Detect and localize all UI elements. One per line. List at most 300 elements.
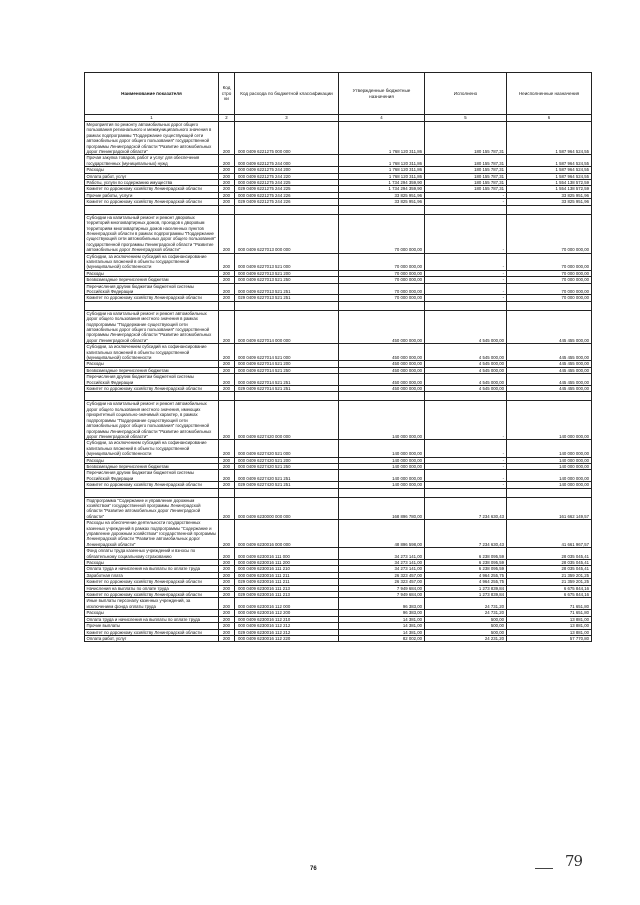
budget-table bbox=[84, 72, 592, 642]
row-approved: 70 000 000,00 bbox=[339, 214, 425, 253]
row-executed: 6 238 095,59 bbox=[425, 566, 507, 572]
row-name: Комитет по дорожному хозяйству Ленинградской области bbox=[85, 592, 219, 598]
row-unexecuted: 21 359 201,25 bbox=[507, 572, 592, 578]
row-unexecuted bbox=[507, 205, 592, 214]
row-unexecuted: 41 661 967,57 bbox=[507, 520, 592, 548]
row-unexecuted: 70 000 000,00 bbox=[507, 214, 592, 253]
row-approved bbox=[339, 205, 425, 214]
row-unexecuted: 28 035 045,41 bbox=[507, 548, 592, 560]
row-approved bbox=[339, 301, 425, 310]
row-code: 200 bbox=[219, 463, 235, 469]
row-code: 200 bbox=[219, 470, 235, 482]
column-number: 4 bbox=[339, 115, 425, 122]
row-approved: 7 949 684,00 bbox=[339, 592, 425, 598]
row-approved: 450 000 000,00 bbox=[339, 310, 425, 343]
row-name bbox=[85, 205, 219, 214]
row-code: 200 bbox=[219, 283, 235, 295]
table-row bbox=[85, 122, 592, 155]
row-unexecuted: 70 000 000,00 bbox=[507, 270, 592, 276]
row-unexecuted: 13 881,00 bbox=[507, 629, 592, 635]
row-approved: 1 768 120 311,86 bbox=[339, 122, 425, 155]
row-unexecuted: 140 000 000,00 bbox=[507, 440, 592, 457]
row-code: 200 bbox=[219, 173, 235, 179]
row-approved bbox=[339, 488, 425, 497]
header-approved: Утвержденные бюджетные назначения bbox=[339, 73, 425, 115]
row-executed: 1 273 839,84 bbox=[425, 592, 507, 598]
row-unexecuted: 33 825 951,96 bbox=[507, 192, 592, 198]
row-executed: 4 964 255,75 bbox=[425, 579, 507, 585]
row-unexecuted: 71 651,80 bbox=[507, 598, 592, 610]
row-approved: 70 000 000,00 bbox=[339, 270, 425, 276]
row-approved: 34 273 141,00 bbox=[339, 566, 425, 572]
handwritten-page-stamp: 79 bbox=[565, 852, 583, 870]
row-executed: 4 545 000,00 bbox=[425, 367, 507, 373]
row-code: 200 bbox=[219, 585, 235, 591]
row-unexecuted: 140 000 000,00 bbox=[507, 470, 592, 482]
row-code: 200 bbox=[219, 560, 235, 566]
row-code: 200 bbox=[219, 374, 235, 386]
row-code: 200 bbox=[219, 440, 235, 457]
row-name: Оплата труда и начисления на выплаты по оплате труда bbox=[85, 616, 219, 622]
row-executed: 180 155 787,31 bbox=[425, 173, 507, 179]
row-classification: 000 0409 6221275 244 000 bbox=[235, 155, 339, 167]
row-executed: 4 545 000,00 bbox=[425, 386, 507, 392]
row-executed: 180 155 787,31 bbox=[425, 186, 507, 192]
row-unexecuted: 1 587 964 524,55 bbox=[507, 167, 592, 173]
row-name: Начисления на выплаты по оплате труда bbox=[85, 585, 219, 591]
row-executed: 500,00 bbox=[425, 629, 507, 635]
row-unexecuted: 21 359 201,25 bbox=[507, 579, 592, 585]
row-approved: 70 000 000,00 bbox=[339, 283, 425, 295]
column-number: 5 bbox=[425, 115, 507, 122]
row-unexecuted: 445 455 000,00 bbox=[507, 386, 592, 392]
row-unexecuted: 445 455 000,00 bbox=[507, 374, 592, 386]
row-executed: 500,00 bbox=[425, 623, 507, 629]
column-number: 3 bbox=[235, 115, 339, 122]
row-code: 200 bbox=[219, 548, 235, 560]
row-classification: 029 0409 6230016 111 211 bbox=[235, 579, 339, 585]
row-approved: 450 000 000,00 bbox=[339, 361, 425, 367]
row-unexecuted: 1 587 964 524,55 bbox=[507, 122, 592, 155]
row-name bbox=[85, 488, 219, 497]
row-executed: - bbox=[425, 270, 507, 276]
row-unexecuted: 33 825 951,96 bbox=[507, 199, 592, 205]
row-approved: 1 734 294 359,90 bbox=[339, 186, 425, 192]
header-classification: Код расхода по бюджетной классификации bbox=[235, 73, 339, 115]
row-approved: 33 825 951,96 bbox=[339, 192, 425, 198]
row-code: 200 bbox=[219, 180, 235, 186]
table-row bbox=[85, 520, 592, 548]
row-executed: 6 238 095,59 bbox=[425, 560, 507, 566]
row-name: Субсидии на капитальный ремонт и ремонт дворовых территорий многоквартирных домов, проездов к дворовым территориям многоквартирных домов населенных пунктов Ленинградской области в рамках подпрограммы "Поддержание существующей сети автомобильных дорог общего пользования" государственной программы Ленинградской области "Развитие автомобильных дорог Ленинградской области" bbox=[85, 214, 219, 253]
page-number: 76 bbox=[310, 866, 317, 872]
row-approved: 33 825 951,96 bbox=[339, 199, 425, 205]
row-executed: - bbox=[425, 463, 507, 469]
row-name: Работы, услуги по содержанию имущества bbox=[85, 180, 219, 186]
row-classification: 000 0409 6230016 111 213 bbox=[235, 585, 339, 591]
row-code: 200 bbox=[219, 155, 235, 167]
row-code: 200 bbox=[219, 592, 235, 598]
row-classification: 000 0409 6227013 521 000 bbox=[235, 253, 339, 270]
row-approved: 140 000 000,00 bbox=[339, 401, 425, 440]
row-unexecuted bbox=[507, 392, 592, 401]
row-unexecuted: 6 675 844,16 bbox=[507, 592, 592, 598]
spacer-row bbox=[85, 205, 592, 214]
row-classification: 000 0409 6227013 521 250 bbox=[235, 277, 339, 283]
row-code: 200 bbox=[219, 214, 235, 253]
row-classification: 000 0409 6221275 000 000 bbox=[235, 122, 339, 155]
row-executed: 24 731,20 bbox=[425, 598, 507, 610]
row-unexecuted: 13 881,00 bbox=[507, 616, 592, 622]
row-classification: 000 0409 6227420 521 250 bbox=[235, 463, 339, 469]
row-executed: 4 545 000,00 bbox=[425, 374, 507, 386]
row-approved: 1 768 120 311,86 bbox=[339, 173, 425, 179]
header-code: Код стро ки bbox=[219, 73, 235, 115]
row-name: Комитет по дорожному хозяйству Ленинградской области bbox=[85, 186, 219, 192]
row-executed: 4 545 000,00 bbox=[425, 344, 507, 361]
row-approved: 1 734 294 359,90 bbox=[339, 180, 425, 186]
row-executed: 180 155 787,31 bbox=[425, 122, 507, 155]
row-unexecuted: 28 035 045,41 bbox=[507, 566, 592, 572]
row-classification bbox=[235, 392, 339, 401]
row-code bbox=[219, 392, 235, 401]
row-approved: 48 896 598,00 bbox=[339, 520, 425, 548]
row-name: Безвозмездные перечисления бюджетам bbox=[85, 367, 219, 373]
row-name: Прочие выплаты bbox=[85, 623, 219, 629]
row-executed: - bbox=[425, 440, 507, 457]
row-unexecuted: 445 455 000,00 bbox=[507, 361, 592, 367]
row-code: 200 bbox=[219, 401, 235, 440]
row-classification: 000 0409 6230000 000 000 bbox=[235, 497, 339, 520]
row-code: 200 bbox=[219, 520, 235, 548]
row-classification: 000 0409 6227014 521 251 bbox=[235, 374, 339, 386]
row-classification: 000 0409 6230016 112 200 bbox=[235, 610, 339, 616]
row-name: Комитет по дорожному хозяйству Ленинградской области bbox=[85, 579, 219, 585]
row-classification: 000 0409 6230016 112 000 bbox=[235, 598, 339, 610]
row-name: Оплата работ, услуг bbox=[85, 173, 219, 179]
row-approved: 140 000 000,00 bbox=[339, 440, 425, 457]
row-executed: 24 731,20 bbox=[425, 610, 507, 616]
row-name: Комитет по дорожному хозяйству Ленинградской области bbox=[85, 629, 219, 635]
row-approved: 14 381,00 bbox=[339, 629, 425, 635]
row-unexecuted: 140 000 000,00 bbox=[507, 463, 592, 469]
row-classification: 000 0409 6227420 521 251 bbox=[235, 470, 339, 482]
row-unexecuted: 70 000 000,00 bbox=[507, 253, 592, 270]
row-classification: 000 0409 6227420 000 000 bbox=[235, 401, 339, 440]
row-executed: 180 155 787,31 bbox=[425, 155, 507, 167]
row-unexecuted: 1 587 964 524,55 bbox=[507, 155, 592, 167]
row-classification: 000 0409 6230016 111 000 bbox=[235, 548, 339, 560]
row-approved bbox=[339, 392, 425, 401]
row-name: Расходы bbox=[85, 457, 219, 463]
row-name: Заработная плата bbox=[85, 572, 219, 578]
row-name: Мероприятия по ремонту автомобильных дорог общего пользования регионального и межмуниципального значения в рамках подпрограммы "Поддержание существующей сети автомобильных дорог общего пользования" государственной программы Ленинградской области "Развитие автомобильных дорог Ленинградской области" bbox=[85, 122, 219, 155]
row-unexecuted: 71 651,80 bbox=[507, 610, 592, 616]
row-executed: 7 234 630,43 bbox=[425, 520, 507, 548]
row-unexecuted: 28 035 045,41 bbox=[507, 560, 592, 566]
row-classification: 029 0409 6221275 244 226 bbox=[235, 199, 339, 205]
table-row bbox=[85, 155, 592, 167]
row-approved: 34 273 141,00 bbox=[339, 560, 425, 566]
row-name: Перечисления другим бюджетам бюджетной системы Российской Федерации bbox=[85, 374, 219, 386]
row-approved: 140 000 000,00 bbox=[339, 470, 425, 482]
row-code: 200 bbox=[219, 167, 235, 173]
budget-sheet bbox=[84, 72, 591, 642]
row-code: 200 bbox=[219, 497, 235, 520]
table-row bbox=[85, 401, 592, 440]
column-number: 1 bbox=[85, 115, 219, 122]
row-code: 200 bbox=[219, 310, 235, 343]
row-name: Комитет по дорожному хозяйству Ленинградской области bbox=[85, 386, 219, 392]
row-code bbox=[219, 488, 235, 497]
row-name: Расходы bbox=[85, 167, 219, 173]
row-classification: 029 0409 6230016 112 212 bbox=[235, 629, 339, 635]
row-name: Оплата работ, услуг bbox=[85, 635, 219, 641]
row-name: Комитет по дорожному хозяйству Ленинградской области bbox=[85, 199, 219, 205]
row-approved: 450 000 000,00 bbox=[339, 386, 425, 392]
table-row bbox=[85, 598, 592, 610]
row-approved: 450 000 000,00 bbox=[339, 344, 425, 361]
row-classification: 000 0409 6227013 521 200 bbox=[235, 270, 339, 276]
row-classification: 000 0409 6230016 112 220 bbox=[235, 635, 339, 641]
row-name: Прочие работы, услуги bbox=[85, 192, 219, 198]
header-row bbox=[85, 73, 592, 115]
row-name: Расходы на обеспечение деятельности государственных казенных учреждений в рамках подпрограммы "Содержание и управление дорожным хозяйством" государственной программы Ленинградской области "Развитие автомобильных дорог Ленинградской области" bbox=[85, 520, 219, 548]
row-name: Расходы bbox=[85, 270, 219, 276]
row-approved: 1 768 120 311,86 bbox=[339, 167, 425, 173]
row-approved: 96 383,00 bbox=[339, 610, 425, 616]
row-code: 200 bbox=[219, 186, 235, 192]
row-unexecuted bbox=[507, 301, 592, 310]
row-executed: - bbox=[425, 214, 507, 253]
row-classification bbox=[235, 301, 339, 310]
spacer-row bbox=[85, 392, 592, 401]
row-approved: 140 000 000,00 bbox=[339, 457, 425, 463]
row-code: 200 bbox=[219, 270, 235, 276]
row-approved: 82 002,00 bbox=[339, 635, 425, 641]
row-unexecuted: 140 000 000,00 bbox=[507, 482, 592, 488]
row-executed: 4 545 000,00 bbox=[425, 310, 507, 343]
row-classification bbox=[235, 488, 339, 497]
row-executed: - bbox=[425, 457, 507, 463]
spacer-row bbox=[85, 488, 592, 497]
row-code: 200 bbox=[219, 629, 235, 635]
row-approved: 14 381,00 bbox=[339, 616, 425, 622]
row-unexecuted bbox=[507, 488, 592, 497]
row-executed: 7 234 630,43 bbox=[425, 497, 507, 520]
row-executed: - bbox=[425, 295, 507, 301]
row-name: Иные выплаты персоналу казенных учреждений, за исключением фонда оплаты труда bbox=[85, 598, 219, 610]
row-classification: 000 0409 6227014 521 200 bbox=[235, 361, 339, 367]
row-code: 200 bbox=[219, 572, 235, 578]
row-executed bbox=[425, 205, 507, 214]
row-name: Комитет по дорожному хозяйству Ленинградской области bbox=[85, 295, 219, 301]
header-name: Наименование показателя bbox=[85, 73, 219, 115]
row-classification: 000 0409 6221275 244 200 bbox=[235, 167, 339, 173]
row-code: 200 bbox=[219, 344, 235, 361]
row-executed: 180 155 787,31 bbox=[425, 167, 507, 173]
row-classification: 000 0409 6230016 111 211 bbox=[235, 572, 339, 578]
row-unexecuted: 1 587 964 524,55 bbox=[507, 173, 592, 179]
table-row bbox=[85, 548, 592, 560]
row-unexecuted: 70 000 000,00 bbox=[507, 283, 592, 295]
row-classification: 000 0409 6227420 521 200 bbox=[235, 457, 339, 463]
row-code: 200 bbox=[219, 277, 235, 283]
row-executed: - bbox=[425, 470, 507, 482]
row-approved: 450 000 000,00 bbox=[339, 374, 425, 386]
row-code: 200 bbox=[219, 457, 235, 463]
row-classification: 000 0409 6227014 000 000 bbox=[235, 310, 339, 343]
row-code: 200 bbox=[219, 482, 235, 488]
table-row bbox=[85, 214, 592, 253]
row-executed: 180 155 787,31 bbox=[425, 180, 507, 186]
row-executed: 6 238 095,59 bbox=[425, 548, 507, 560]
table-row bbox=[85, 497, 592, 520]
row-code: 200 bbox=[219, 361, 235, 367]
row-approved: 140 000 000,00 bbox=[339, 463, 425, 469]
row-classification: 000 0409 6227014 521 000 bbox=[235, 344, 339, 361]
row-code: 200 bbox=[219, 386, 235, 392]
row-executed: 500,00 bbox=[425, 616, 507, 622]
row-executed: - bbox=[425, 277, 507, 283]
divider-line bbox=[535, 868, 553, 869]
row-unexecuted: 445 455 000,00 bbox=[507, 367, 592, 373]
row-approved: 70 000 000,00 bbox=[339, 277, 425, 283]
row-code: 200 bbox=[219, 199, 235, 205]
row-executed: - bbox=[425, 401, 507, 440]
row-name: Субсидии, за исключением субсидий на софинансирование капитальных вложений в объекты государственной (муниципальной) собственности bbox=[85, 440, 219, 457]
row-name: Расходы bbox=[85, 560, 219, 566]
row-code: 200 bbox=[219, 610, 235, 616]
table-row bbox=[85, 635, 592, 641]
row-unexecuted: 6 675 844,16 bbox=[507, 585, 592, 591]
row-approved: 14 381,00 bbox=[339, 623, 425, 629]
row-approved: 168 896 780,00 bbox=[339, 497, 425, 520]
row-code: 200 bbox=[219, 579, 235, 585]
row-unexecuted: 445 455 000,00 bbox=[507, 344, 592, 361]
row-code: 200 bbox=[219, 192, 235, 198]
table-row bbox=[85, 310, 592, 343]
row-classification: 000 0409 6227013 521 251 bbox=[235, 283, 339, 295]
row-name: Расходы bbox=[85, 361, 219, 367]
row-code bbox=[219, 205, 235, 214]
row-classification: 000 0409 6221275 244 225 bbox=[235, 180, 339, 186]
row-classification: 000 0409 6230016 111 210 bbox=[235, 566, 339, 572]
table-row bbox=[85, 344, 592, 361]
row-approved: 140 000 000,00 bbox=[339, 482, 425, 488]
row-name: Подпрограмма "Содержание и управление дорожным хозяйством" государственной программы Ленинградской области "Развитие автомобильных дорог Ленинградской области" bbox=[85, 497, 219, 520]
table-row bbox=[85, 470, 592, 482]
row-classification: 000 0409 6227014 521 250 bbox=[235, 367, 339, 373]
row-approved: 34 273 141,00 bbox=[339, 548, 425, 560]
row-unexecuted: 1 554 138 572,59 bbox=[507, 180, 592, 186]
row-approved: 96 383,00 bbox=[339, 598, 425, 610]
row-unexecuted: 140 000 000,00 bbox=[507, 401, 592, 440]
row-code: 200 bbox=[219, 367, 235, 373]
row-unexecuted: 70 000 000,00 bbox=[507, 277, 592, 283]
row-executed: - bbox=[425, 192, 507, 198]
row-executed: - bbox=[425, 199, 507, 205]
row-code: 200 bbox=[219, 253, 235, 270]
row-code bbox=[219, 301, 235, 310]
row-executed bbox=[425, 488, 507, 497]
table-row bbox=[85, 374, 592, 386]
row-unexecuted: 70 000 000,00 bbox=[507, 295, 592, 301]
row-approved: 1 768 120 311,86 bbox=[339, 155, 425, 167]
row-name: Расходы bbox=[85, 610, 219, 616]
row-name: Субсидии на капитальный ремонт и ремонт автомобильных дорог общего пользования местного значения в рамках подпрограммы "Поддержание существующей сети автомобильных дорог общего пользования" государственной программы Ленинградской области "Развитие автомобильных дорог Ленинградской области" bbox=[85, 310, 219, 343]
row-unexecuted: 1 554 138 572,59 bbox=[507, 186, 592, 192]
column-number: 6 bbox=[507, 115, 592, 122]
table-row bbox=[85, 253, 592, 270]
row-classification: 029 0409 6227014 521 251 bbox=[235, 386, 339, 392]
row-name: Субсидии, за исключением субсидий на софинансирование капитальных вложений в объекты государственной (муниципальной) собственности bbox=[85, 344, 219, 361]
row-classification bbox=[235, 205, 339, 214]
row-name: Фонд оплаты труда казенных учреждений и взносы по обязательному социальному страхованию bbox=[85, 548, 219, 560]
row-executed: - bbox=[425, 482, 507, 488]
row-name: Субсидии, за исключением субсидий на софинансирование капитальных вложений в объекты государственной (муниципальной) собственности bbox=[85, 253, 219, 270]
row-name: Прочая закупка товаров, работ и услуг для обеспечения государственных (муниципальных) нужд bbox=[85, 155, 219, 167]
row-code: 200 bbox=[219, 616, 235, 622]
row-executed bbox=[425, 301, 507, 310]
row-code: 200 bbox=[219, 598, 235, 610]
row-classification: 000 0409 6227013 000 000 bbox=[235, 214, 339, 253]
row-name: Безвозмездные перечисления бюджетам bbox=[85, 277, 219, 283]
row-classification: 000 0409 6221275 244 220 bbox=[235, 173, 339, 179]
table-row bbox=[85, 440, 592, 457]
row-executed: - bbox=[425, 253, 507, 270]
row-name: Комитет по дорожному хозяйству Ленинградской области bbox=[85, 482, 219, 488]
row-name bbox=[85, 392, 219, 401]
row-name: Безвозмездные перечисления бюджетам bbox=[85, 463, 219, 469]
row-executed: 4 964 255,75 bbox=[425, 572, 507, 578]
row-classification: 000 0409 6221275 244 226 bbox=[235, 192, 339, 198]
row-code: 200 bbox=[219, 635, 235, 641]
spacer-row bbox=[85, 301, 592, 310]
row-approved: 450 000 000,00 bbox=[339, 367, 425, 373]
row-name: Оплата труда и начисления на выплаты по оплате труда bbox=[85, 566, 219, 572]
row-name bbox=[85, 301, 219, 310]
row-approved: 26 323 457,00 bbox=[339, 572, 425, 578]
table-body bbox=[85, 122, 592, 642]
row-classification: 029 0409 6227013 521 251 bbox=[235, 295, 339, 301]
row-code: 200 bbox=[219, 566, 235, 572]
row-code: 200 bbox=[219, 122, 235, 155]
row-approved: 26 323 457,00 bbox=[339, 579, 425, 585]
header-unexecuted: Неисполненные назначения bbox=[507, 73, 592, 115]
row-classification: 029 0409 6230016 111 213 bbox=[235, 592, 339, 598]
row-name: Перечисления другим бюджетам бюджетной системы Российской Федерации bbox=[85, 283, 219, 295]
row-approved: 70 000 000,00 bbox=[339, 253, 425, 270]
row-name: Субсидии на капитальный ремонт и ремонт автомобильных дорог общего пользования местного значения, имеющих приоритетный социально-значимый характер, в рамках подпрограммы "Поддержание существующей сети автомобильных дорог общего пользования" государственной программы Ленинградской области "Развитие автомобильных дорог Ленинградской области" bbox=[85, 401, 219, 440]
column-number-row bbox=[85, 115, 592, 122]
row-name: Перечисления другим бюджетам бюджетной системы Российской Федерации bbox=[85, 470, 219, 482]
row-executed: 1 273 839,84 bbox=[425, 585, 507, 591]
row-code: 200 bbox=[219, 623, 235, 629]
row-executed: 24 231,20 bbox=[425, 635, 507, 641]
row-classification: 029 0409 6227420 521 251 bbox=[235, 482, 339, 488]
row-classification: 000 0409 6230016 111 200 bbox=[235, 560, 339, 566]
row-code: 200 bbox=[219, 295, 235, 301]
header-executed: Исполнено bbox=[425, 73, 507, 115]
row-classification: 029 0409 6221275 244 225 bbox=[235, 186, 339, 192]
row-executed: 4 545 000,00 bbox=[425, 361, 507, 367]
row-unexecuted: 140 000 000,00 bbox=[507, 457, 592, 463]
row-classification: 000 0409 6230016 000 000 bbox=[235, 520, 339, 548]
row-approved: 70 000 000,00 bbox=[339, 295, 425, 301]
row-classification: 000 0409 6227420 521 000 bbox=[235, 440, 339, 457]
row-classification: 000 0409 6230016 112 210 bbox=[235, 616, 339, 622]
